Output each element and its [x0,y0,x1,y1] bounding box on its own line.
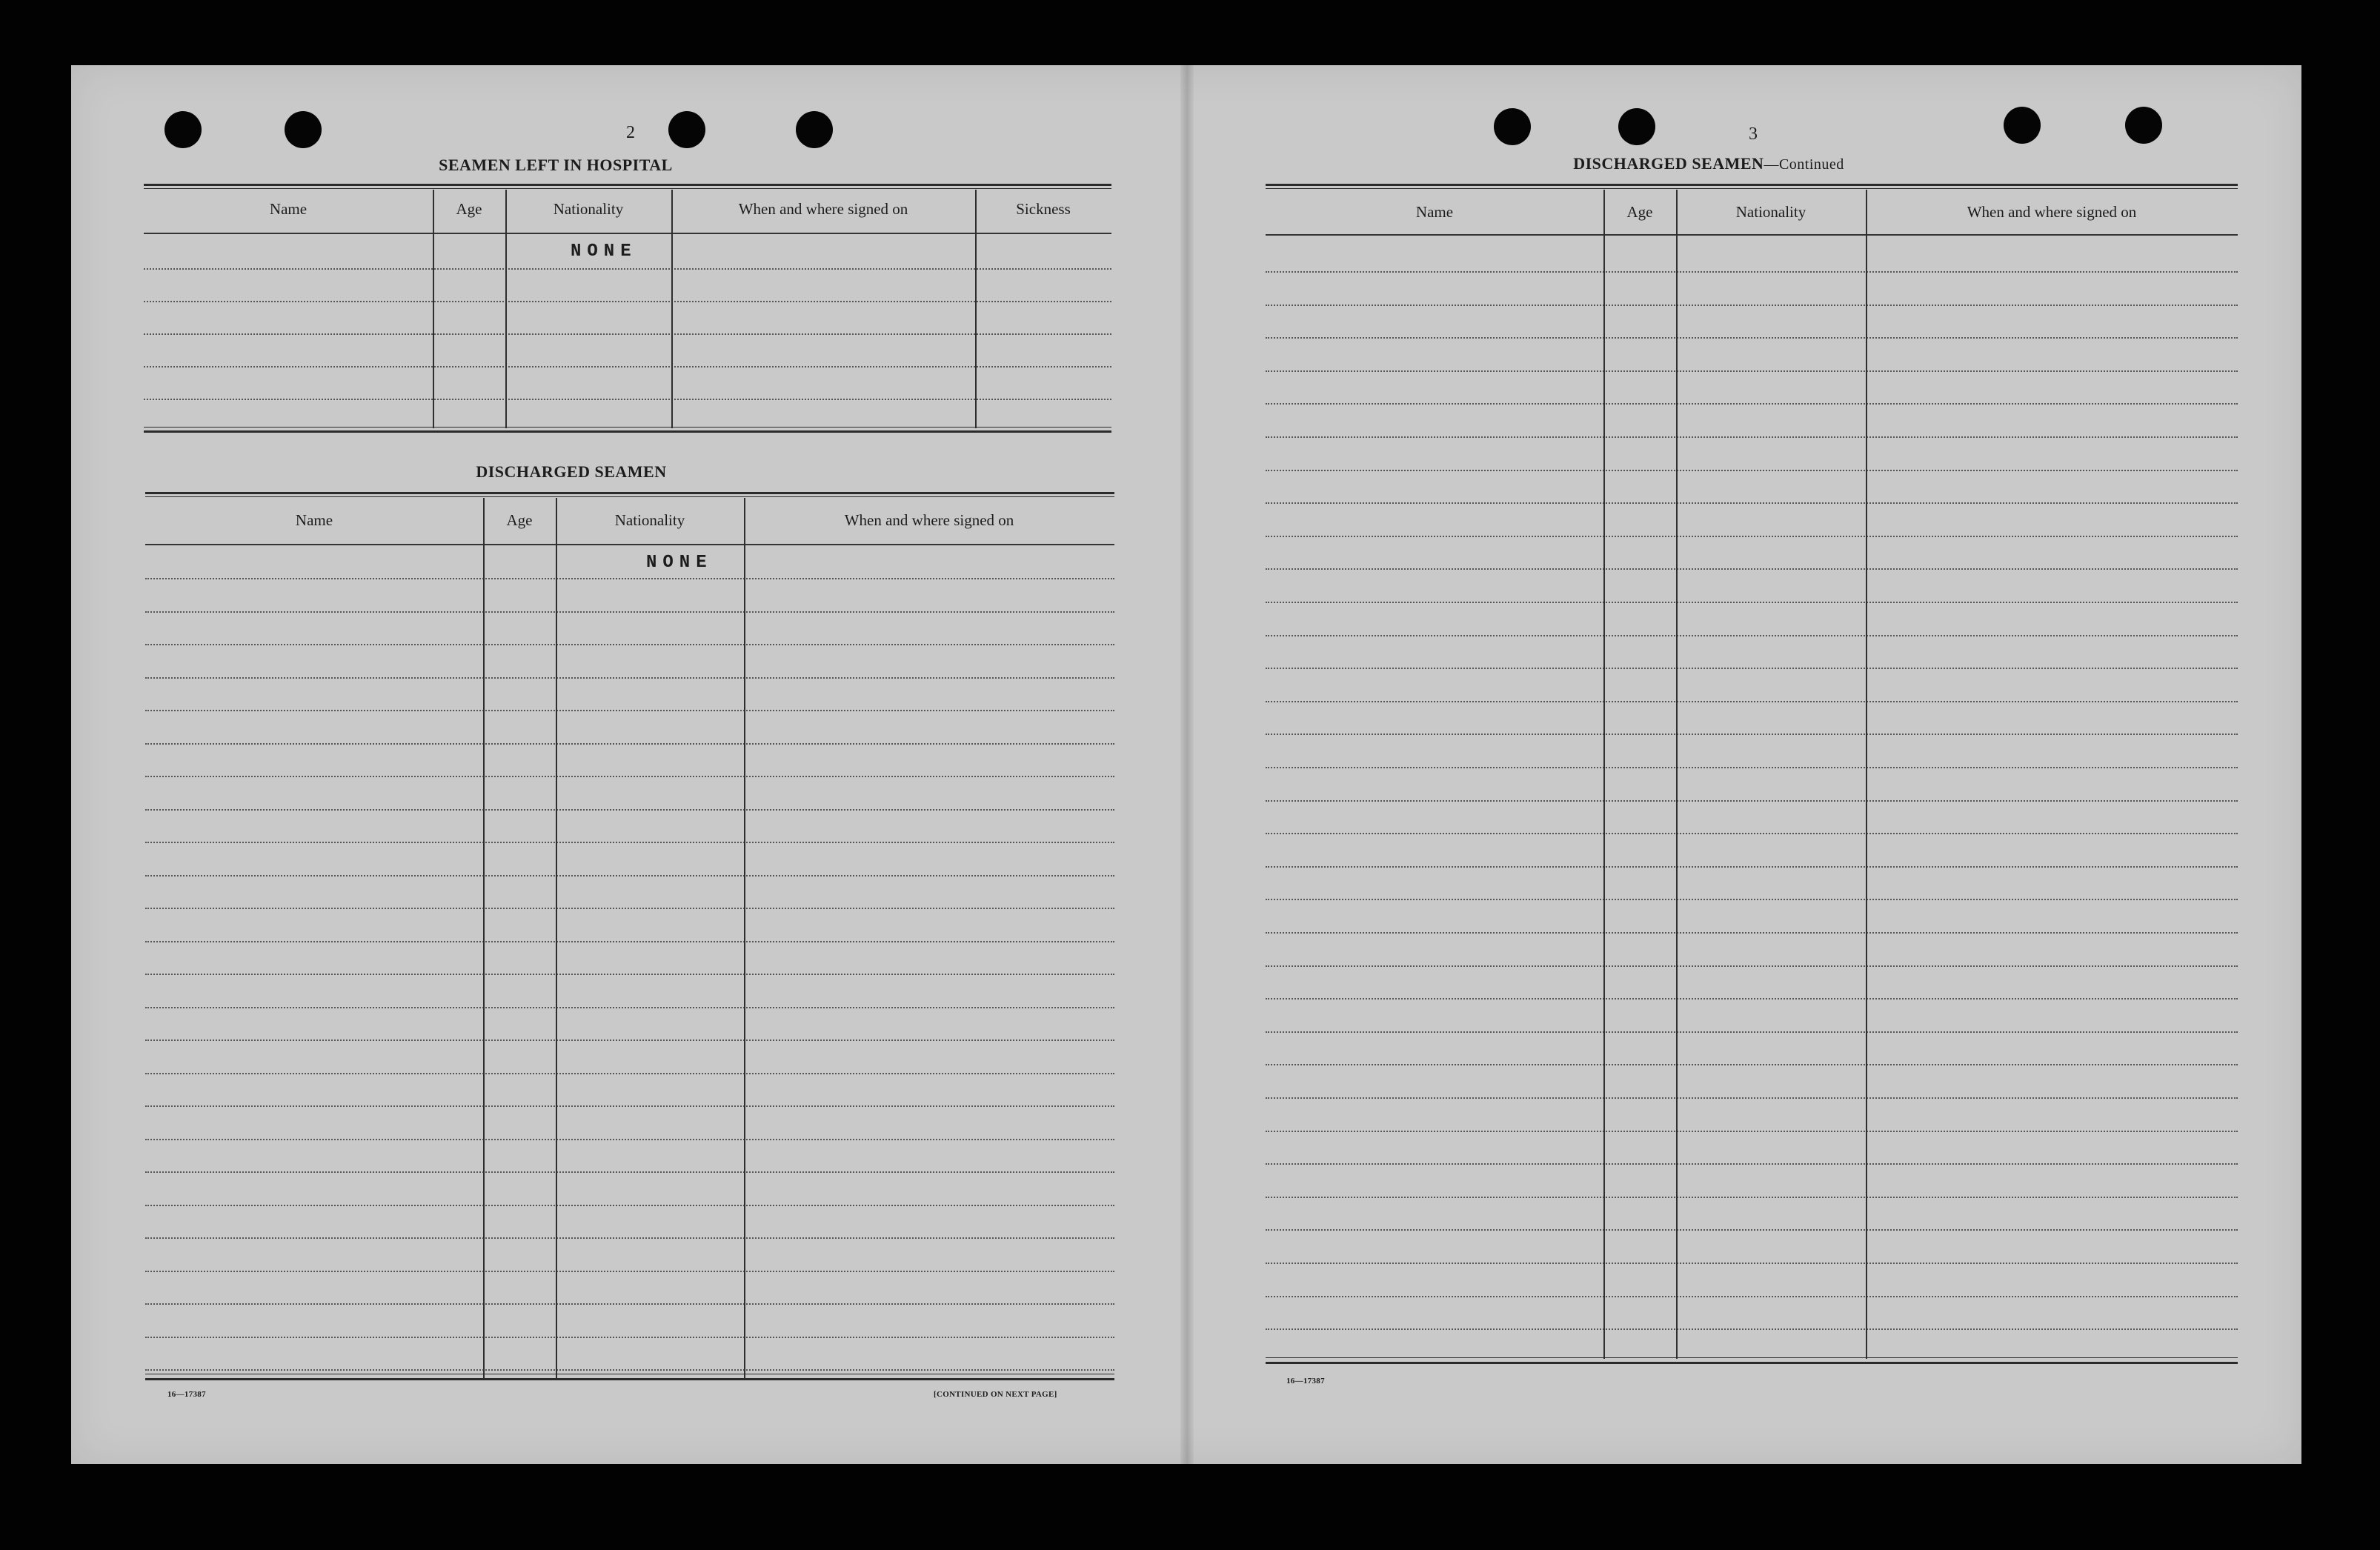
hospital-header-sickness: Sickness [1016,200,1071,218]
ruled-row-line [1266,800,2238,802]
punch-hole [1618,108,1655,145]
punch-hole [2004,107,2041,144]
punch-hole [796,111,833,148]
discharged-continued-title-suffix: —Continued [1764,156,1844,173]
hospital-header-age: Age [456,200,482,218]
center-fold [1180,65,1194,1464]
ruled-row-line [145,1271,1114,1272]
ruled-row-line [145,875,1114,877]
ruled-row-line [1266,833,2238,834]
ruled-row-line [1266,403,2238,405]
page-number-right: 3 [1749,124,1758,144]
hospital-header-signed-on: When and where signed on [738,200,908,218]
ruled-row-line [1266,932,2238,934]
form-sheet [71,65,2301,1464]
discharged-header-signed-on: When and where signed on [844,511,1014,529]
ruled-row-line [1266,1097,2238,1099]
ruled-row-line [145,1205,1114,1206]
ruled-row-line [1266,1163,2238,1165]
ruled-row-line [1266,271,2238,273]
ruled-row-line [1266,1263,2238,1264]
ruled-row-line [145,974,1114,975]
form-number-left: 16—17387 [167,1390,206,1399]
hospital-none-entry: NONE [571,242,637,262]
discharged-none-entry: NONE [646,553,713,573]
discharged-header-name: Name [295,511,333,529]
ruled-row-line [145,1040,1114,1041]
punch-hole [164,111,202,148]
discharged-header-nationality: Nationality [614,511,685,529]
ruled-row-line [1266,1328,2238,1330]
ruled-row-line [1266,436,2238,438]
hospital-section-title: SEAMEN LEFT IN HOSPITAL [439,156,673,174]
ruled-row-line [1266,1031,2238,1033]
right-header-name: Name [1415,203,1454,221]
ruled-row-line [1266,502,2238,504]
punch-hole [668,111,705,148]
right-header-age: Age [1626,203,1653,221]
ruled-row-line [145,1105,1114,1107]
ruled-row-line [1266,635,2238,636]
punch-hole [2125,107,2162,144]
ruled-row-line [1266,965,2238,967]
ruled-row-line [1266,370,2238,372]
continued-note: [CONTINUED ON NEXT PAGE] [934,1390,1057,1399]
ruled-row-line [1266,734,2238,735]
ruled-row-line [145,710,1114,711]
punch-hole [1494,108,1531,145]
discharged-table-right [1266,184,2238,1365]
ruled-row-line [1266,767,2238,768]
ruled-row-line [1266,337,2238,339]
ruled-row-line [1266,305,2238,306]
ruled-row-line [1266,866,2238,868]
ruled-row-line [1266,1064,2238,1065]
ruled-row-line [145,941,1114,942]
ruled-row-line [145,677,1114,679]
hospital-header-nationality: Nationality [553,200,624,218]
ruled-row-line [1266,536,2238,537]
discharged-header-age: Age [506,511,533,529]
ruled-row-line [145,842,1114,843]
ruled-row-line [1266,1229,2238,1231]
ruled-row-line [145,1007,1114,1008]
right-header-signed-on: When and where signed on [1967,203,2137,221]
ruled-row-line [1266,998,2238,999]
hospital-header-name: Name [269,200,308,218]
page-number-left: 2 [626,123,635,142]
ruled-row-line [145,1073,1114,1074]
ruled-row-line [145,908,1114,909]
ruled-row-line [145,1369,1114,1371]
ruled-row-line [145,776,1114,777]
ruled-row-line [1266,568,2238,570]
ruled-row-line [145,1139,1114,1140]
ruled-row-line [1266,470,2238,471]
discharged-table-left [145,492,1114,1387]
ruled-row-line [1266,1131,2238,1132]
form-number-right: 16—17387 [1286,1377,1325,1386]
punch-hole [285,111,322,148]
ruled-row-line [145,578,1114,579]
ruled-row-line [145,743,1114,745]
ruled-row-line [145,611,1114,613]
hospital-table [144,184,1111,433]
ruled-row-line [1266,899,2238,900]
discharged-continued-title-main: DISCHARGED SEAMEN [1573,154,1764,173]
ruled-row-line [145,809,1114,811]
ruled-row-line [145,1303,1114,1305]
ruled-row-line [145,1171,1114,1173]
discharged-section-title: DISCHARGED SEAMEN [476,462,667,481]
ruled-row-line [145,1337,1114,1338]
ruled-row-line [1266,602,2238,603]
discharged-continued-title [1546,154,1872,173]
ruled-row-line [145,1237,1114,1239]
ruled-row-line [1266,1197,2238,1198]
ruled-row-line [1266,701,2238,702]
ruled-row-line [1266,1296,2238,1297]
right-header-nationality: Nationality [1735,203,1806,221]
ruled-row-line [145,644,1114,645]
ruled-row-line [1266,668,2238,669]
